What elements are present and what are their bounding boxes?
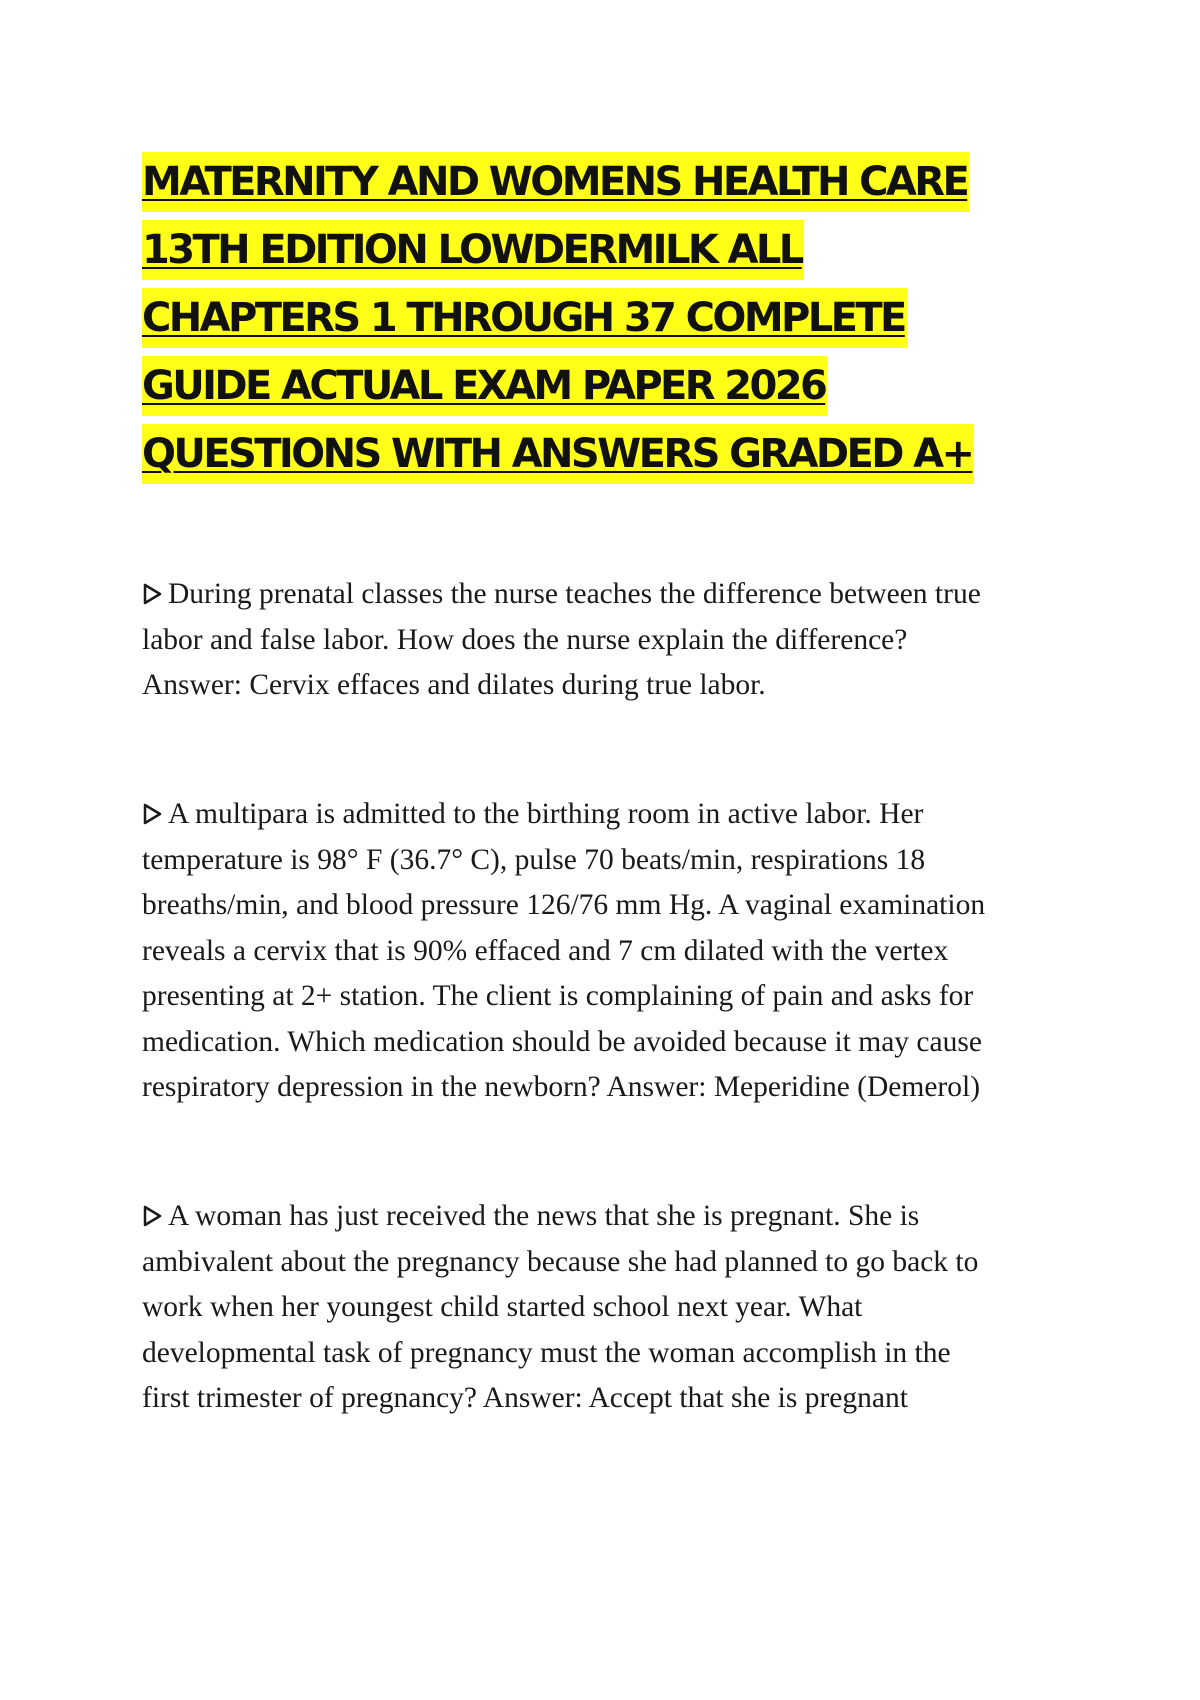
question-line: first trimester of pregnancy? Answer: Accept that she is pregnant — [142, 1382, 908, 1414]
question-line: work when her youngest child started school next year. What — [142, 1291, 863, 1323]
title-line — [142, 424, 1072, 489]
question-line-text: During prenatal classes the nurse teaches the difference between true — [168, 578, 981, 610]
question-line: Answer: Cervix effaces and dilates during true labor. — [142, 669, 766, 701]
question-line-text: A woman has just received the news that she is pregnant. She is — [168, 1200, 920, 1232]
question-line: respiratory depression in the newborn? Answer: Meperidine (Demerol) — [142, 1071, 981, 1103]
title-line — [142, 288, 1072, 353]
question-line-text: A multipara is admitted to the birthing room in active labor. Her — [168, 798, 924, 830]
title-line — [142, 220, 1072, 285]
question-line: ambivalent about the pregnancy because she had planned to go back to — [142, 1245, 979, 1278]
title-line-text: CHAPTERS 1 THROUGH 37 COMPLETE — [142, 288, 907, 348]
triangle-arrow-icon — [142, 583, 162, 605]
title-line — [142, 152, 1072, 217]
triangle-arrow-icon — [142, 1205, 162, 1227]
title-line-text: MATERNITY AND WOMENS HEALTH CARE — [142, 152, 969, 212]
triangle-arrow-icon — [142, 803, 162, 825]
question-line: temperature is 98° F (36.7° C), pulse 70 beats/min, respirations 18 — [142, 843, 926, 876]
title-line-text: GUIDE ACTUAL EXAM PAPER 2026 — [142, 356, 827, 416]
title-line-text: QUESTIONS WITH ANSWERS GRADED A+ — [142, 424, 974, 484]
question-line — [142, 792, 1072, 838]
question-line: reveals a cervix that is 90% effaced and 7 cm dilated with the vertex — [142, 934, 949, 967]
question-line: presenting at 2+ station. The client is complaining of pain and asks for — [142, 980, 974, 1012]
question-line: breaths/min, and blood pressure 126/76 mm Hg. A vaginal examination — [142, 889, 986, 921]
question-line — [142, 1194, 1072, 1240]
question-line: developmental task of pregnancy must the woman accomplish in the — [142, 1336, 951, 1369]
question-line: labor and false labor. How does the nurse explain the difference? — [142, 623, 908, 656]
question-item — [142, 1194, 1072, 1422]
title-line — [142, 356, 1072, 421]
question-item — [142, 572, 1072, 709]
question-line — [142, 572, 1072, 618]
question-item — [142, 792, 1072, 1111]
title-line-text: 13TH EDITION LOWDERMILK ALL — [142, 220, 804, 280]
document-title — [142, 152, 1072, 492]
question-line: medication. Which medication should be avoided because it may cause — [142, 1025, 982, 1058]
